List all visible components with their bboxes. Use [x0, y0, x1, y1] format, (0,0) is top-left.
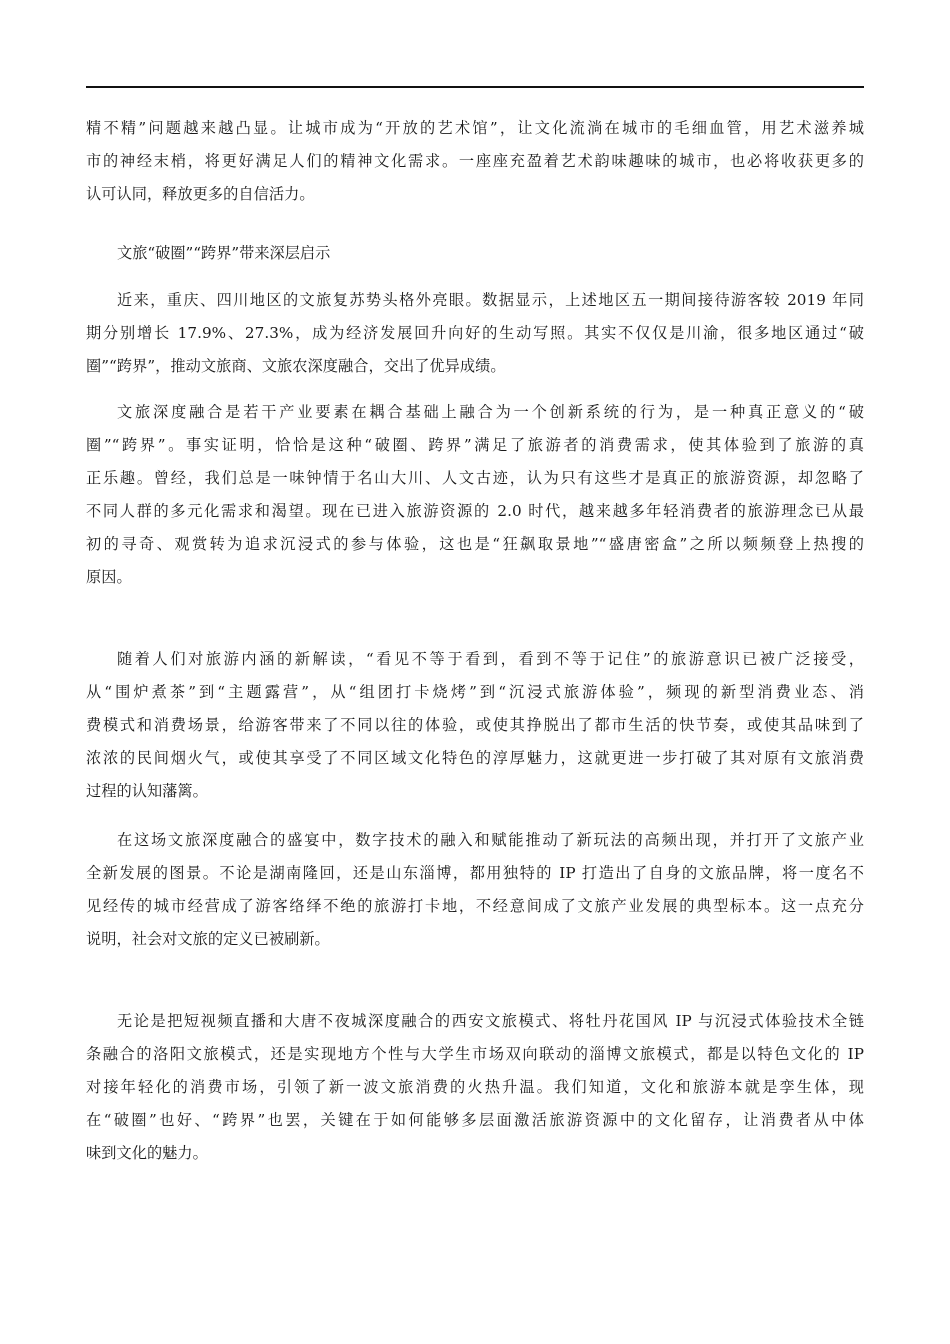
header-rule [86, 86, 864, 88]
paragraph-line: 不同人群的多元化需求和渴望。现在已进入旅游资源的 2.0 时代，越来越多年轻消费者的旅游理念已从最 [86, 502, 864, 520]
paragraph-line: 费模式和消费场景，给游客带来了不同以往的体验，或使其挣脱出了都市生活的快节奏，或使其品味到了 [86, 716, 864, 734]
paragraph-line: 圈”“跨界”。事实证明，恰恰是这种“破圈、跨界”满足了旅游者的消费需求，使其体验到了旅游的真 [86, 436, 864, 454]
paragraph-line: 正乐趣。曾经，我们总是一味钟情于名山大川、人文古迹，认为只有这些才是真正的旅游资源，却忽略了 [86, 469, 864, 487]
paragraph-line: 近来，重庆、四川地区的文旅复苏势头格外亮眼。数据显示，上述地区五一期间接待游客较 2019 年同 [117, 291, 864, 309]
paragraph-line: 浓浓的民间烟火气，或使其享受了不同区域文化特色的淳厚魅力，这就更进一步打破了其对原有文旅消费 [86, 749, 864, 767]
paragraph-line: 条融合的洛阳文旅模式，还是实现地方个性与大学生市场双向联动的淄博文旅模式，都是以特色文化的 IP [86, 1045, 864, 1063]
paragraph-line: 过程的认知藩篱。 [86, 782, 208, 800]
paragraph-line: 见经传的城市经营成了游客络绎不绝的旅游打卡地，不经意间成了文旅产业发展的典型标本。这一点充分 [86, 897, 864, 915]
paragraph-line: 文旅深度融合是若干产业要素在耦合基础上融合为一个创新系统的行为，是一种真正意义的“破 [117, 403, 864, 421]
paragraph-line: 随着人们对旅游内涵的新解读，“看见不等于看到，看到不等于记住”的旅游意识已被广泛接受， [117, 650, 864, 668]
paragraph-line: 全新发展的图景。不论是湖南隆回，还是山东淄博，都用独特的 IP 打造出了自身的文旅品牌，将一度名不 [86, 864, 864, 882]
paragraph-line: 初的寻奇、观赏转为追求沉浸式的参与体验，这也是“狂飙取景地”“盛唐密盒”之所以频频登上热搜的 [86, 535, 864, 553]
paragraph-line: 市的神经末梢，将更好满足人们的精神文化需求。一座座充盈着艺术韵味趣味的城市，也必将收获更多的 [86, 152, 864, 170]
paragraph-line: 期分别增长 17.9%、27.3%，成为经济发展回升向好的生动写照。其实不仅仅是川渝，很多地区通过“破 [86, 324, 864, 342]
paragraph-line: 原因。 [86, 568, 132, 586]
section-heading: 文旅“破圈”“跨界”带来深层启示 [117, 244, 331, 262]
paragraph-line: 味到文化的魅力。 [86, 1144, 208, 1162]
paragraph-line: 在这场文旅深度融合的盛宴中，数字技术的融入和赋能推动了新玩法的高频出现，并打开了文旅产业 [117, 831, 864, 849]
paragraph-line: 认可认同，释放更多的自信活力。 [86, 185, 315, 203]
paragraph-line: 圈”“跨界”，推动文旅商、文旅农深度融合，交出了优异成绩。 [86, 357, 506, 375]
paragraph-line: 无论是把短视频直播和大唐不夜城深度融合的西安文旅模式、将牡丹花国风 IP 与沉浸式体验技术全链 [117, 1012, 864, 1030]
paragraph-line: 精不精”问题越来越凸显。让城市成为“开放的艺术馆”，让文化流淌在城市的毛细血管，用艺术滋养城 [86, 119, 864, 137]
paragraph-line: 对接年轻化的消费市场，引领了新一波文旅消费的火热升温。我们知道，文化和旅游本就是孪生体，现 [86, 1078, 864, 1096]
paragraph-line: 说明，社会对文旅的定义已被刷新。 [86, 930, 330, 948]
paragraph-line: 从“围炉煮茶”到“主题露营”，从“组团打卡烧烤”到“沉浸式旅游体验”，频现的新型消费业态、消 [86, 683, 864, 701]
paragraph-line: 在“破圈”也好、“跨界”也罢，关键在于如何能够多层面激活旅游资源中的文化留存，让消费者从中体 [86, 1111, 864, 1129]
